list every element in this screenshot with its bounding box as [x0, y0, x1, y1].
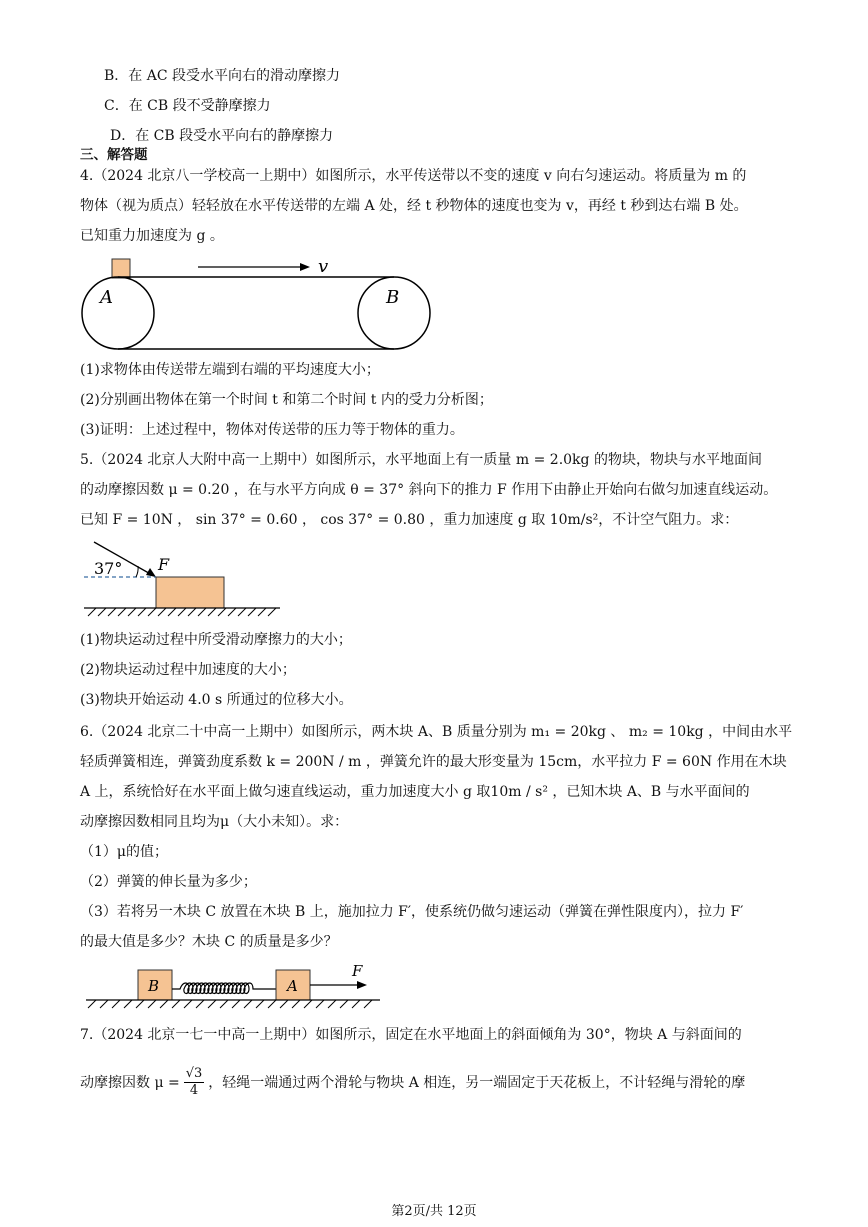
q7-text-line2 — [80, 1066, 808, 1099]
q6-sub2: （2）弹簧的伸长量为多少； — [80, 874, 257, 890]
push-force-arrowhead — [146, 568, 156, 577]
q7-line2-prefix: 动摩擦因数 μ = — [80, 1074, 180, 1091]
q5-text-line2: 的动摩擦因数 μ = 0.20 ，在与水平方向成 θ = 37° 斜向下的推力 F 作用下由静止开始向右做匀加速直线运动。 — [80, 482, 778, 498]
option-b: B．在 AC 段受水平向右的滑动摩擦力 — [104, 68, 341, 84]
q4-text-line3: 已知重力加速度为 g 。 — [80, 228, 224, 244]
mu-fraction — [184, 1066, 205, 1099]
label-b: B — [386, 287, 400, 308]
q4-sub3: (3)证明：上述过程中，物体对传送带的压力等于物体的重力。 — [80, 422, 464, 438]
conveyor-belt-figure — [78, 255, 433, 350]
q4-sub2: (2)分别画出物体在第一个时间 t 和第二个时间 t 内的受力分析图； — [80, 392, 493, 408]
pulley-a — [82, 277, 154, 349]
q5-sub2: (2)物块运动过程中加速度的大小； — [80, 662, 296, 678]
q7-line2-suffix: ，轻绳一端通过两个滑轮与物块 A 相连，另一端固定于天花板上，不计轻绳与滑轮的摩 — [208, 1074, 746, 1091]
spring-blocks-figure — [84, 962, 384, 1012]
option-d: D．在 CB 段受水平向右的静摩擦力 — [110, 128, 334, 144]
pull-force-label: F — [352, 962, 363, 980]
spring — [172, 983, 276, 994]
box-on-belt — [112, 259, 130, 278]
ground-hatch — [88, 608, 276, 616]
q6-text-line4: 动摩擦因数相同且均为μ（大小未知）。求： — [80, 814, 349, 830]
label-a: A — [100, 287, 113, 308]
q5-text-line3: 已知 F = 10N ， sin 37° = 0.60 ， cos 37° = 0.80 ，重力加速度 g 取 10m/s²，不计空气阻力。求： — [80, 512, 739, 528]
q7-text-line1: 7.（2024 北京一七一中高一上期中）如图所示，固定在水平地面上的斜面倾角为 30°，物块 A 与斜面间的 — [80, 1027, 742, 1043]
block-a-label: A — [287, 977, 298, 995]
fraction-numerator: √3 — [185, 1066, 203, 1081]
ground-2-hatch — [88, 1000, 372, 1008]
pull-force-arrowhead — [357, 981, 367, 989]
q6-text-line2: 轻质弹簧相连，弹簧劲度系数 k = 200N / m ，弹簧允许的最大形变量为 15cm，水平拉力 F = 60N 作用在木块 — [80, 754, 787, 770]
q5-sub1: (1)物块运动过程中所受滑动摩擦力的大小； — [80, 632, 352, 648]
label-v: v — [318, 256, 329, 277]
q6-text-line1: 6.（2024 北京二十中高一上期中）如图所示，两木块 A、B 质量分别为 m₁ = 20kg 、 m₂ = 10kg ，中间由水平 — [80, 724, 793, 740]
q4-text-line1: 4.（2024 北京八一学校高一上期中）如图所示，水平传送带以不变的速度 v 向右匀速运动。将质量为 m 的 — [80, 168, 747, 184]
q6-text-line3: A 上，系统恰好在水平面上做匀速直线运动，重力加速度大小 g 取10m / s² ，已知木块 A、B 与水平面间的 — [80, 784, 750, 800]
angle-arc — [136, 566, 138, 577]
q4-sub1: (1)求物体由传送带左端到右端的平均速度大小； — [80, 362, 380, 378]
angle-label: 37° — [94, 559, 123, 578]
section-title: 三、解答题 — [80, 147, 148, 163]
force-label: F — [158, 555, 170, 574]
option-c: C．在 CB 段不受静摩擦力 — [104, 98, 271, 114]
block — [156, 577, 224, 608]
page-footer: 第2页/共 12页 — [391, 1204, 477, 1219]
q4-text-line2: 物体（视为质点）轻轻放在水平传送带的左端 A 处，经 t 秒物体的速度也变为 v，再经 t 秒到达右端 B 处。 — [80, 198, 748, 214]
q5-sub3: (3)物块开始运动 4.0 s 所通过的位移大小。 — [80, 692, 353, 708]
fraction-denominator: 4 — [189, 1083, 199, 1098]
q6-sub1: （1）μ的值； — [80, 844, 169, 860]
block-b-label: B — [148, 977, 160, 995]
q6-sub3-line1: （3）若将另一木块 C 放置在木块 B 上，施加拉力 F′，使系统仍做匀速运动（弹簧在弹性限度内），拉力 F′ — [80, 904, 744, 920]
q6-sub3-line2: 的最大值是多少？木块 C 的质量是多少？ — [80, 934, 338, 950]
q5-text-line1: 5.（2024 北京人大附中高一上期中）如图所示，水平地面上有一质量 m = 2.0kg 的物块，物块与水平地面间 — [80, 452, 762, 468]
velocity-arrowhead — [300, 263, 310, 271]
block-push-figure — [80, 538, 285, 620]
